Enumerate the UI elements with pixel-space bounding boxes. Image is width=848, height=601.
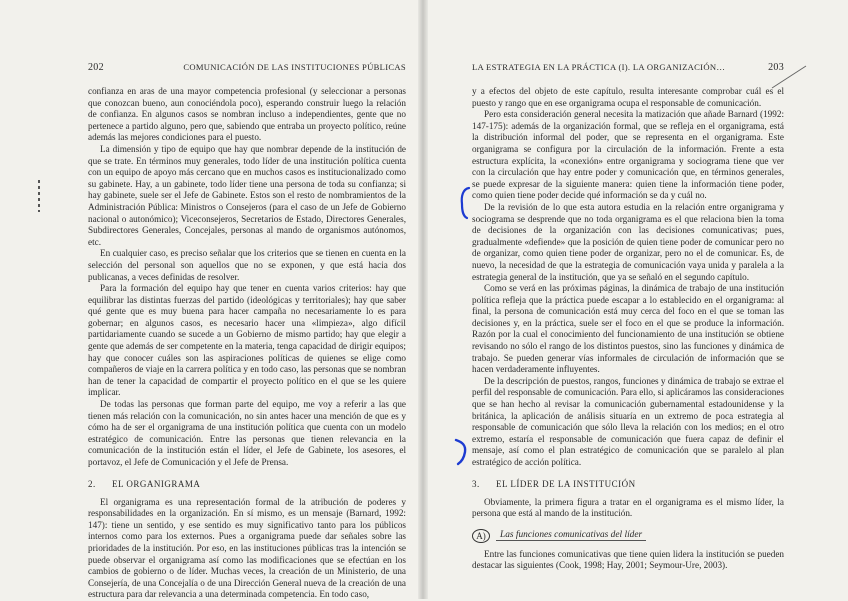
book-gutter [418,0,428,599]
right-page [472,62,784,572]
section-heading-organigrama [88,479,406,489]
paragraph: La dimensión y tipo de equipo que hay que nombrar depende de la institución de que se trate. En términos muy generales, todo líder de una institución política cuenta con un equipo de apoyo más cercano que en muchos casos es institucionalizado como su gabinete. Hay, a un gabinete, todo líder tiene una persona de toda su confianza; si hay gabinete, suele ser el Jefe de Gabinete. Estos son el resto de nombramientos de la Administración Pública: Ministros o Consejeros (para el caso de un Jefe de Gobierno nacional o autonómico); Viceconsejeros, Secretarios de Estado, Directores Generales, Subdirectores Generales, Concejales, personas al mando de organismos autónomos, etc. [88,143,406,247]
subsection-title: Las funciones comunicativas del líder [496,530,646,541]
subsection-heading [472,529,784,543]
pen-bracket-mark [458,186,472,220]
section-title: EL ORGANIGRAMA [112,478,201,489]
right-body-text-middle [472,497,784,520]
paragraph: En cualquier caso, es preciso señalar que los criterios que se tienen en cuenta en la selección del personal son aquellos que no se exponen, y que está hacia dos publicanas, a veces definidas de resolver. [88,248,406,282]
right-page-number: 203 [768,62,784,73]
right-running-head-title: LA ESTRATEGIA EN LA PRÁCTICA (I). LA ORGANIZACIÓN… [472,62,726,72]
left-page-number: 202 [88,62,104,73]
right-body-text [472,86,784,469]
paragraph: Obviamente, la primera figura a tratar en el organigrama es el mismo líder, la persona que está al mando de la institución. [472,496,784,519]
paragraph: Entre las funciones comunicativas que tiene quien lidera la institución se pueden destacar las siguientes (Cook, 1998; Hay, 2001; Seymour-Ure, 2003). [472,548,784,571]
paragraph: Pero esta consideración general necesita la matización que añade Barnard (1992: 147-175): además de la organización formal, que se refleja en el organigrama, está la distribución informal del poder, que se representa en el organigrama. Este organigrama se configura por la circulación de la información. Frente a esta estructura explícita, la «conexión» entre organigrama y sociograma tiene que ver con la circulación que hay entre poder y comunicación que, en términos generales, se puede expresar de la siguiente manera: quien tiene la información tiene poder, como quien tiene poder decide qué información se da y cuál no. [472,109,784,201]
paragraph: De todas las personas que forman parte del equipo, me voy a referir a las que tienen más relación con la comunicación, no sin antes hacer una mención de que es y cómo ha de ser el organigrama de una institución política que cuenta con un modelo estratégico de comunicación. Entre las personas que tienen relevancia en la comunicación de la institución están el líder, el Jefe de Gabinete, los asesores, el portavoz, el Jefe de Comunicación y el Jefe de Prensa. [88,399,406,467]
section-number: 2. [88,478,96,489]
section-title: EL LÍDER DE LA INSTITUCIÓN [496,478,636,489]
section-number: 3. [472,478,480,489]
paragraph: confianza en aras de una mayor competencia profesional (y seleccionar a personas que conozcan bueno, aun conociéndola poco), esperando construir luego la relación de confianza. En algunos casos se nombran incluso a independientes, gente que no pertenece a partido alguno, pero que, sabiendo que entraba un proyecto político, reúne además las mejores condiciones para el puesto. [88,86,406,143]
paragraph: El organigrama es una representación formal de la atribución de poderes y responsabilidades en la organización. En sí mismo, es un mensaje (Barnard, 1992: 147): tiene un sentido, y ese sentido es muy significativo tanto para los públicos internos como para los externos. Pues a organigrama puede dar señales sobre las prioridades de la institución. Por eso, en las instituciones públicas tras la intención se puede observar el organigrama así como las modificaciones que se efectúan en los cambios de gobierno o de líder. Muchas veces, la creación de un Ministerio, de una Consejería, de una Concejalía o de una Dirección General nueva de la creación de una estructura para dar relevancia a una determinada competencia. En todo caso, [88,496,406,600]
paragraph: Como se verá en las próximas páginas, la dinámica de trabajo de una institución política refleja que la práctica puede escapar a lo establecido en el organigrama: al final, la persona de comunicación está muy cerca del foco en el que se toman las decisiones y, en la práctica, suele ser el foco en el que se produce la información. Razón por la cual el conocimiento del funcionamiento de una institución se obtiene revisando no sólo el rango de los distintos puestos, sino las funciones y dinámica de trabajo. Se pueden generar vías informales de circulación de información que se hacen verdaderamente influyentes. [472,283,784,375]
left-body-text [88,86,406,469]
paragraph: Para la formación del equipo hay que tener en cuenta varios criterios: hay que equilibrar las distintas fuerzas del partido (ideológicas y territoriales); hay que saber qué gente que es muy buena para hacer campaña no necesariamente lo es para gobernar; en algunos casos, es necesario hacer una «limpieza», algo difícil partidariamente cuando se sucede a un Gobierno de mismo partido; hay que elegir a gente que además de ser competente en la materia, tenga capacidad de dirigir equipos; hay que conocer cuáles son las aspiraciones políticas de quienes se elige como compañeros de viaje en la carrera política y en todo caso, las personas que se nombran han de tener la capacidad de compartir el proyecto político en el que se les quiere implicar. [88,283,406,398]
paragraph: y a efectos del objeto de este capítulo, resulta interesante comprobar cuál es el puesto y rango que en ese organigrama ocupa el responsable de comunicación. [472,86,784,108]
margin-smudge-mark [34,178,44,214]
left-page [88,62,406,601]
right-running-head [472,62,784,73]
left-running-head-title: COMUNICACIÓN DE LAS INSTITUCIONES PÚBLICAS [183,62,406,72]
paragraph: De la descripción de puestos, rangos, funciones y dinámica de trabajo se extrae el perfil del responsable de comunicación. Para ello, si aplicáramos las consideraciones que se han hecho al revisar la comunicación gubernamental estadounidense y la británica, la aplicación de análisis situaría en un extremo de poca estrategia al responsable de comunicación que sólo lleva la relación con los medios; en el otro extremo, estaría el responsable de comunicación que fuera capaz de definir el mensaje, así como el plan estratégico de comunicación que se paralelo al plan estratégico de acción política. [472,375,784,467]
paragraph: De la revisión de lo que esta autora estudia en la relación entre organigrama y sociograma se desprende que no toda organigrama es el que relaciona bien la toma de decisiones de la organización con las decisiones comunicativas; pues, gradualmente «defiende» que la posición de quien tiene poder de comunicar pero no de organizar, como quien tiene poder de organizar, pero no el de comunicar. Es, de nuevo, la necesidad de que la estrategia de comunicación vaya unida y paralela a la estrategia general de la institución, que ya se señaló en el segundo capítulo. [472,201,784,282]
right-body-text-bottom [472,549,784,572]
pen-check-mark [452,436,474,466]
left-running-head [88,62,406,73]
section-heading-lider [472,479,784,489]
subsection-letter: A) [472,529,490,543]
left-body-text-bottom [88,497,406,601]
